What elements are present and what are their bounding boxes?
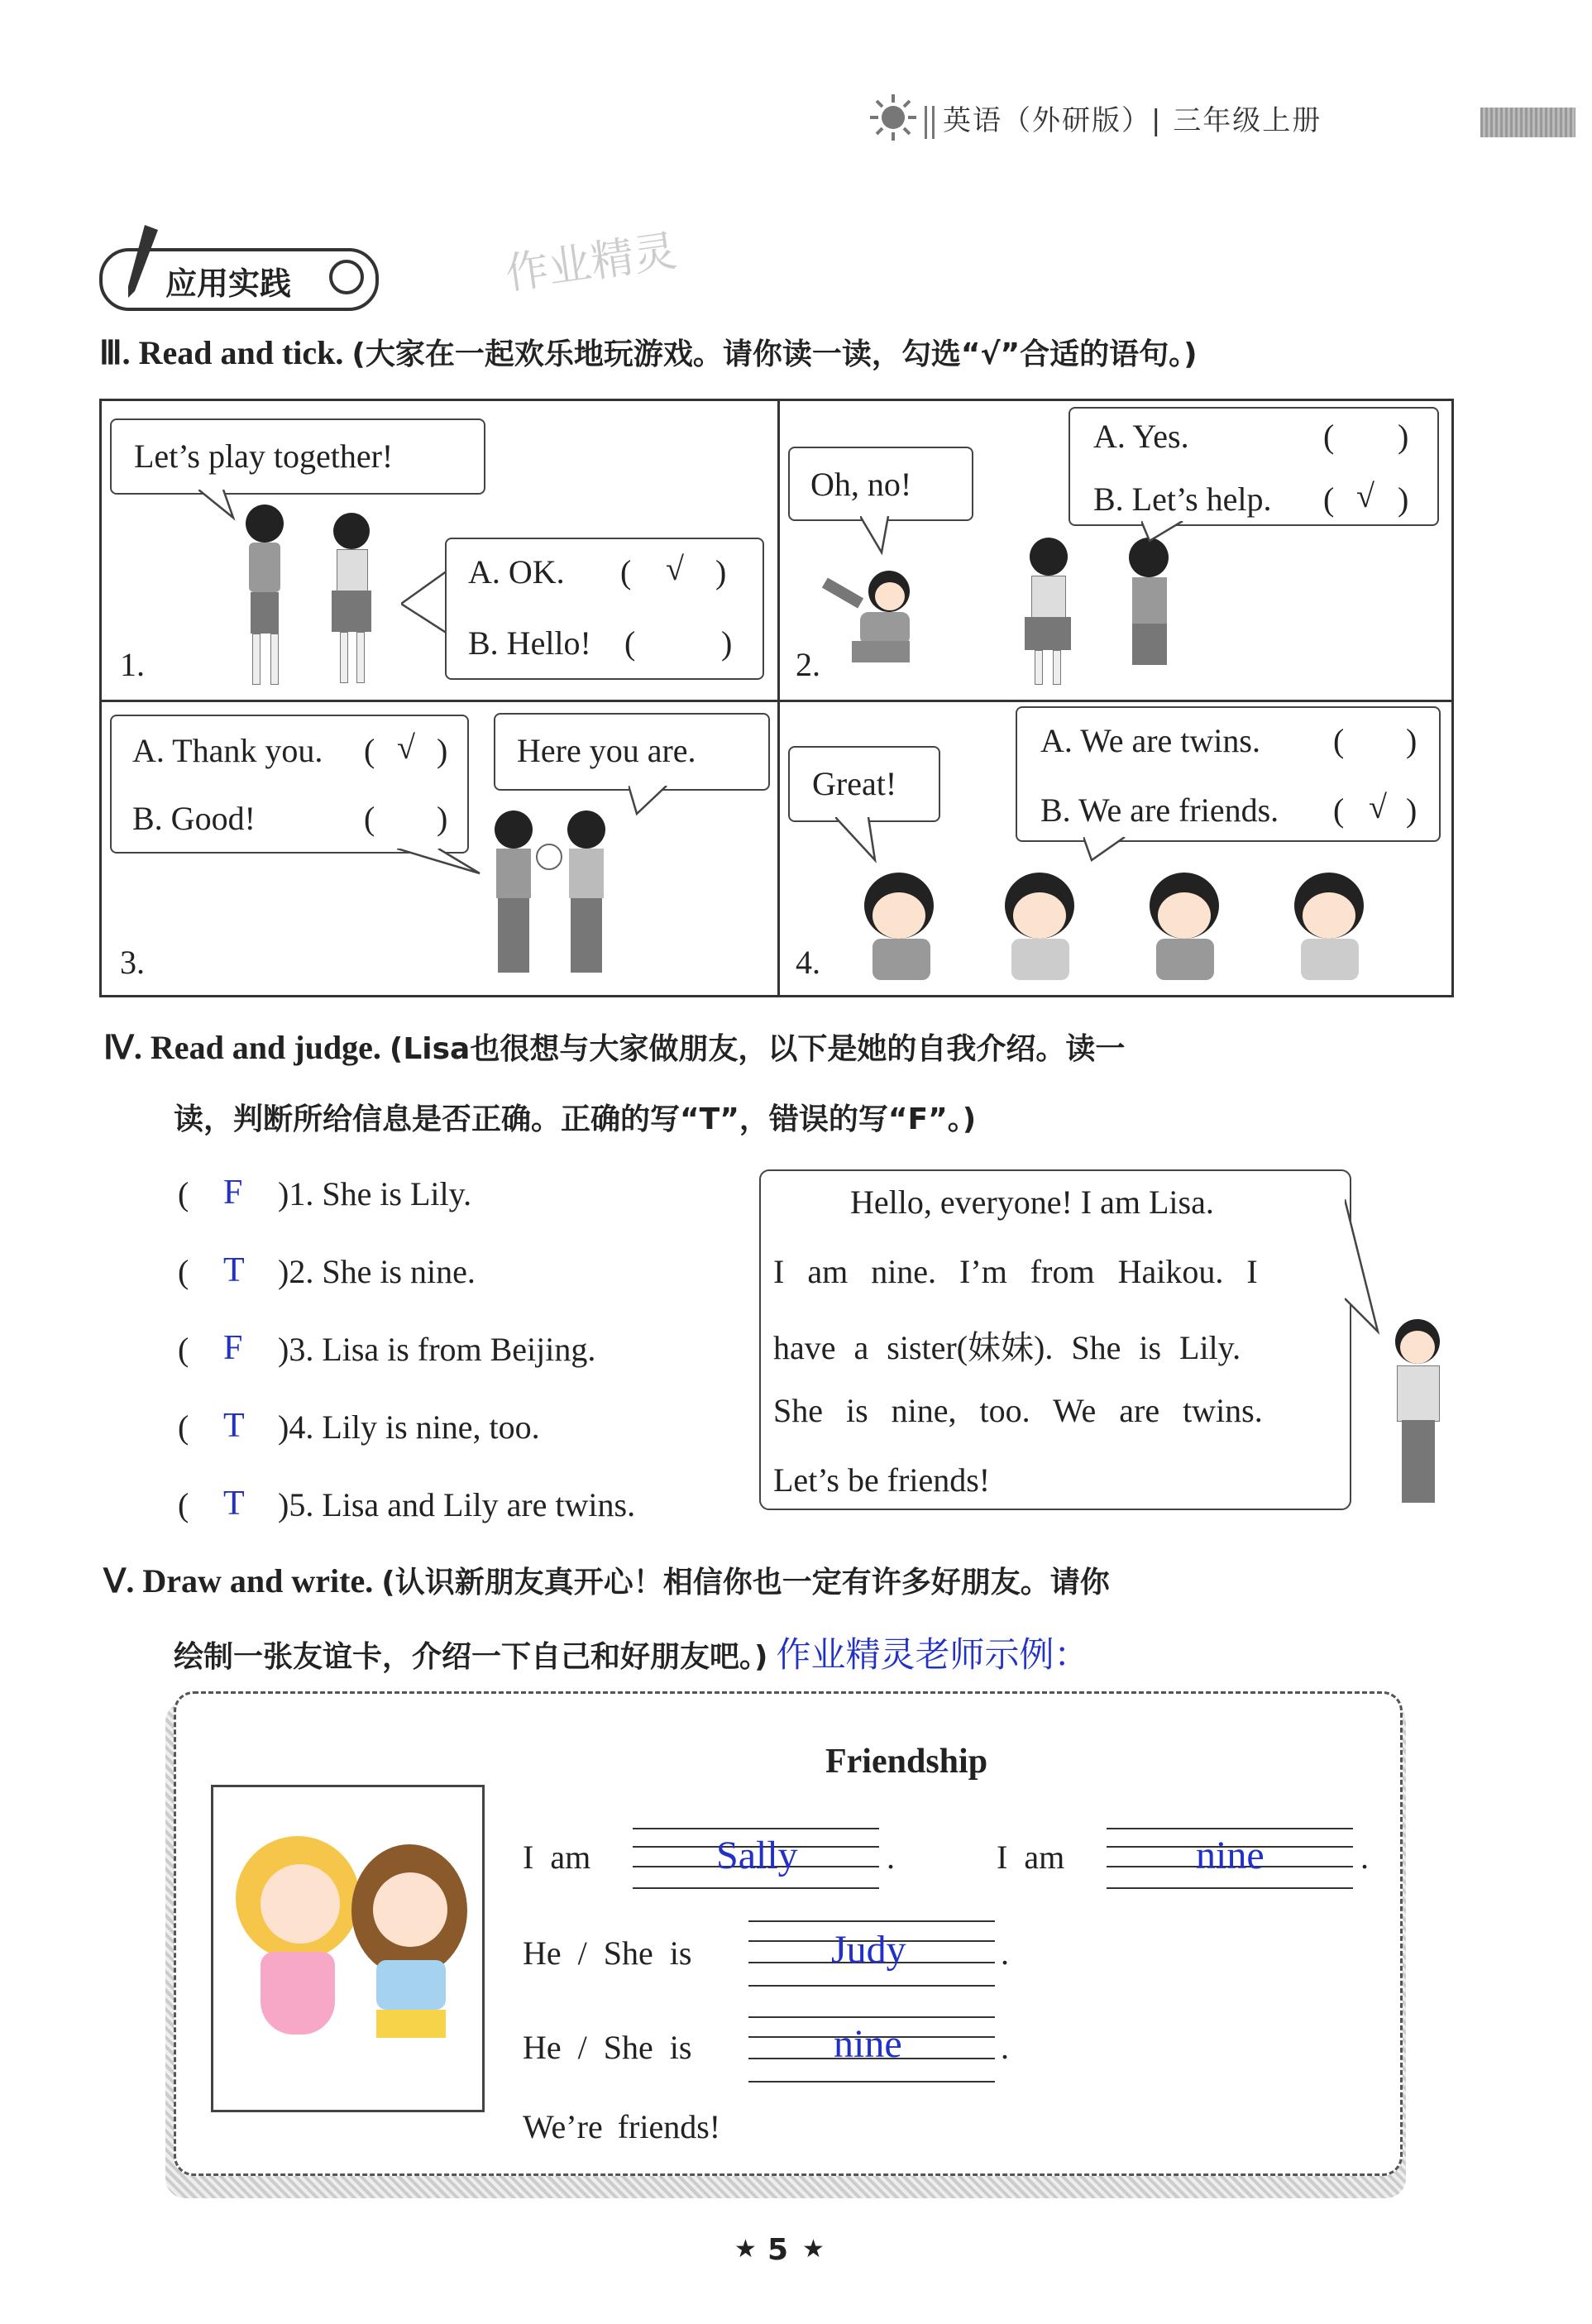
- footer-star-left: ★: [734, 2235, 757, 2264]
- panel2-helping-kids: [1013, 538, 1203, 686]
- statement2-text: )2. She is nine.: [278, 1253, 476, 1290]
- statement3-text: )3. Lisa is from Beijing.: [278, 1331, 596, 1368]
- section3-num: Ⅲ.: [99, 334, 131, 371]
- panel4-option-a-paren-close: ): [1406, 722, 1418, 759]
- passage-line3: have a sister(妹妹). She is Lily.: [773, 1329, 1241, 1366]
- section5-title-cn2: 绘制一张友谊卡，介绍一下自己和好朋友吧。): [174, 1640, 768, 1674]
- panel1-option-a: A. OK.: [468, 553, 565, 591]
- grid-horizontal-divider: [99, 700, 1451, 702]
- panel2-bubble-tail: [860, 516, 901, 557]
- panel4-options-tail: [1083, 837, 1133, 870]
- panel3-bubble-tail: [629, 786, 678, 819]
- sun-icon: [868, 93, 918, 142]
- panel2-option-a-paren-open: (: [1323, 418, 1335, 455]
- panel3-option-a-paren-close: ): [437, 732, 448, 769]
- passage-line2: I am nine. I’m from Haikou. I: [773, 1253, 1258, 1290]
- section4-title-en: Read and judge.: [150, 1029, 381, 1066]
- panel4-option-b-mark: √: [1369, 788, 1387, 825]
- panel2-option-b-mark: √: [1356, 477, 1374, 514]
- section3-title-en: Read and tick.: [138, 334, 344, 371]
- panel1-kids: [236, 504, 401, 695]
- passage-line1: Hello, everyone! I am Lisa.: [850, 1184, 1214, 1221]
- section4-title-cn1: (Lisa也很想与大家做朋友，以下是她的自我介绍。读一: [389, 1032, 1126, 1066]
- panel2-option-a-paren-close: ): [1398, 418, 1409, 455]
- header-title: 英语（外研版）| 三年级上册: [943, 104, 1322, 137]
- card-title: Friendship: [825, 1743, 988, 1781]
- panel2-option-b: B. Let’s help.: [1093, 481, 1272, 518]
- panel3-number: 3.: [120, 944, 145, 981]
- section4-title-cn2: 读，判断所给信息是否正确。正确的写“T”，错误的写“F”。): [174, 1102, 977, 1136]
- section4-title: [103, 1026, 1125, 1068]
- section3-title: [99, 331, 1198, 373]
- section5-title-cn1: (认识新朋友真开心！相信你也一定有许多好朋友。请你: [381, 1566, 1110, 1600]
- card-friend-name: Judy: [831, 1928, 906, 1972]
- card-he-she-1: He / She is: [523, 1934, 692, 1972]
- badge-end-circle: [329, 260, 364, 294]
- footer-star-right: ★: [802, 2235, 825, 2264]
- section5-title-en: Draw and write.: [142, 1562, 374, 1600]
- card-name: Sally: [716, 1834, 798, 1877]
- statement4-answer: T: [223, 1407, 245, 1445]
- panel1-option-b-paren-open: (: [624, 624, 636, 662]
- panel3-option-b-paren-open: (: [364, 800, 375, 837]
- lisa-figure: [1377, 1319, 1468, 1518]
- grid-vertical-divider: [777, 399, 780, 995]
- panel1-option-a-mark: √: [666, 550, 684, 587]
- watermark: 作业精灵: [502, 226, 680, 300]
- panel1-option-b: B. Hello!: [468, 624, 591, 662]
- panel3-speech: Here you are.: [517, 732, 696, 769]
- card-closing: We’re friends!: [523, 2108, 721, 2145]
- panel4-option-a-paren-open: (: [1333, 722, 1345, 759]
- card-i-am-1: I am: [523, 1839, 591, 1876]
- card-he-she-2: He / She is: [523, 2029, 692, 2066]
- panel1-speech: Let’s play together!: [134, 438, 394, 475]
- panel2-number: 2.: [796, 646, 820, 683]
- card-age: nine: [1196, 1834, 1265, 1877]
- statement1-text: )1. She is Lily.: [278, 1175, 472, 1212]
- panel1-option-b-paren-close: ): [721, 624, 733, 662]
- panel2-options-tail: [1141, 521, 1191, 546]
- panel4-option-b: B. We are friends.: [1040, 791, 1279, 829]
- statement5-text: )5. Lisa and Lily are twins.: [278, 1486, 636, 1523]
- section5-num: Ⅴ.: [103, 1562, 135, 1600]
- section5-title-line2: [174, 1628, 1088, 1677]
- panel1-option-a-paren-close: ): [715, 553, 727, 591]
- panel4-kids: [831, 873, 1427, 988]
- panel1-options-tail: [401, 571, 451, 637]
- section3-title-cn: (大家在一起欢乐地玩游戏。请你读一读，勾选“√”合适的语句。): [351, 337, 1198, 371]
- panel3-option-b: B. Good!: [132, 800, 256, 837]
- passage-line4: She is nine, too. We are twins.: [773, 1392, 1263, 1429]
- statement3-answer: F: [223, 1329, 243, 1367]
- teacher-example-note: 作业精灵老师示例：: [776, 1634, 1089, 1675]
- card-friend-age: nine: [834, 2022, 902, 2066]
- panel3-option-a-mark: √: [397, 729, 415, 766]
- panel4-bubble-tail: [835, 817, 885, 867]
- badge-label: 应用实践: [165, 265, 292, 302]
- panel2-falling-kid: [819, 562, 943, 678]
- section5-title: [103, 1559, 1110, 1601]
- header-bar: [1480, 108, 1575, 137]
- panel4-option-b-paren-close: ): [1406, 791, 1418, 829]
- panel1-number: 1.: [120, 646, 145, 683]
- pencil-icon: [120, 225, 161, 299]
- panel3-option-a-paren-open: (: [364, 732, 375, 769]
- panel2-option-a: A. Yes.: [1093, 418, 1189, 455]
- panel3-kids: [488, 811, 620, 988]
- panel4-option-a: A. We are twins.: [1040, 722, 1260, 759]
- statement2-answer: T: [223, 1251, 245, 1289]
- section4-title-line2: [174, 1096, 976, 1138]
- statement5-answer: T: [223, 1485, 245, 1523]
- statement1-answer: F: [223, 1174, 243, 1212]
- panel2-speech: Oh, no!: [810, 466, 912, 503]
- card-i-am-2: I am: [997, 1839, 1065, 1876]
- page-number: 5: [767, 2233, 789, 2267]
- panel4-number: 4.: [796, 944, 820, 981]
- panel3-option-a: A. Thank you.: [132, 732, 323, 769]
- panel4-option-b-paren-open: (: [1333, 791, 1345, 829]
- girls-drawing: [227, 1836, 476, 2092]
- panel2-option-b-paren-close: ): [1398, 481, 1409, 518]
- header-divider: [925, 106, 935, 139]
- panel4-speech: Great!: [812, 765, 897, 802]
- panel1-option-a-paren-open: (: [620, 553, 632, 591]
- statement4-text: )4. Lily is nine, too.: [278, 1408, 540, 1446]
- section4-num: Ⅳ.: [103, 1029, 142, 1066]
- passage-line5: Let’s be friends!: [773, 1461, 991, 1499]
- panel3-option-b-paren-close: ): [437, 800, 448, 837]
- panel2-option-b-paren-open: (: [1323, 481, 1335, 518]
- panel3-options-tail: [397, 849, 488, 882]
